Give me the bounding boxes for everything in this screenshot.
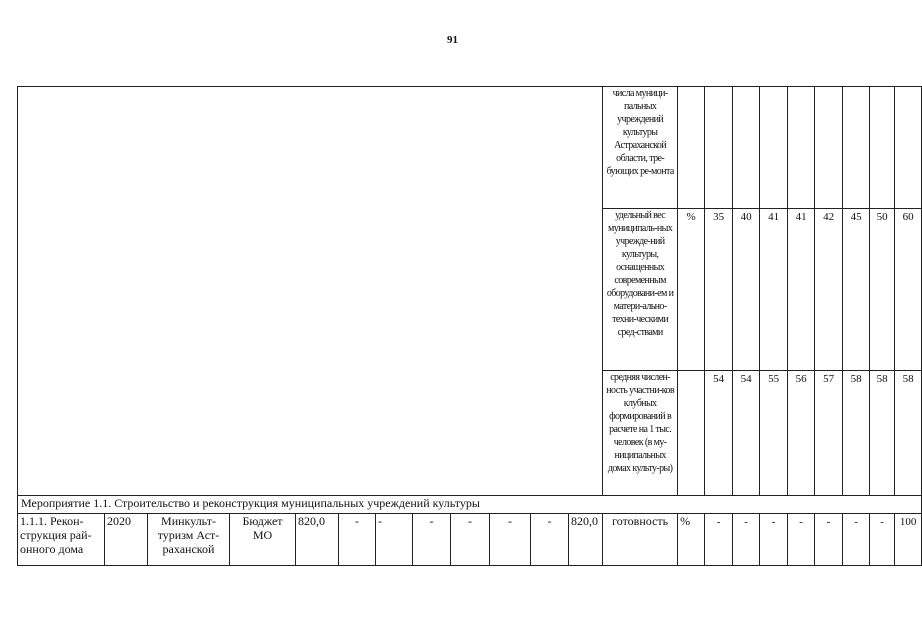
indicator-value: 58 <box>870 371 895 496</box>
measure-value: - <box>870 514 895 566</box>
indicator-name: средняя числен-ность участни-ков клубных формирований в расчете на 1 тыс. человек (в му-ниципальных домах культу-ры) <box>603 371 678 496</box>
indicator-value <box>815 87 843 209</box>
indicator-unit: % <box>678 209 705 371</box>
funding-cell: 820,0 <box>569 514 603 566</box>
measure-value: - <box>760 514 788 566</box>
funding-cell: - <box>490 514 531 566</box>
indicator-value <box>843 87 870 209</box>
measure-value: 100 <box>895 514 922 566</box>
funding-cell: - <box>413 514 451 566</box>
measure-value: - <box>843 514 870 566</box>
funding-cell: - <box>531 514 569 566</box>
measure-name: 1.1.1. Рекон-струкция рай-онного дома <box>18 514 105 566</box>
section-title: Мероприятие 1.1. Строительство и реконструкция муниципальных учреждений культуры <box>18 496 922 514</box>
indicator-unit <box>678 87 705 209</box>
indicator-value <box>788 87 815 209</box>
indicator-value: 56 <box>788 371 815 496</box>
indicator-row <box>18 87 922 209</box>
empty-merged-cell <box>18 87 603 496</box>
indicator-value: 55 <box>760 371 788 496</box>
indicator-value: 41 <box>760 209 788 371</box>
indicator-value: 45 <box>843 209 870 371</box>
measure-value: - <box>705 514 733 566</box>
measure-value: - <box>815 514 843 566</box>
section-row <box>18 496 922 514</box>
indicator-value <box>733 87 760 209</box>
indicator-value: 41 <box>788 209 815 371</box>
measure-year: 2020 <box>105 514 148 566</box>
indicator-value: 42 <box>815 209 843 371</box>
measure-value: - <box>733 514 760 566</box>
indicator-value: 40 <box>733 209 760 371</box>
indicator-value: 58 <box>895 371 922 496</box>
measure-source: Бюджет МО <box>230 514 296 566</box>
page-number: 91 <box>447 34 458 46</box>
indicator-value <box>895 87 922 209</box>
measure-value: - <box>788 514 815 566</box>
program-table <box>17 86 922 566</box>
indicator-name: числа муници-пальных учреждений культуры Астраханской области, тре-бующих ре-монта <box>603 87 678 209</box>
indicator-value: 54 <box>733 371 760 496</box>
indicator-value: 57 <box>815 371 843 496</box>
measure-indicator: готовность <box>603 514 678 566</box>
indicator-name: удельный вес муниципаль-ных учрежде-ний культуры, оснащенных современным оборудовани-ем и матери-ально-техни-ческими сред-ствами <box>603 209 678 371</box>
measure-unit: % <box>678 514 705 566</box>
indicator-value: 54 <box>705 371 733 496</box>
measure-total: 820,0 <box>296 514 339 566</box>
indicator-value: 35 <box>705 209 733 371</box>
indicator-unit <box>678 371 705 496</box>
indicator-value <box>760 87 788 209</box>
funding-cell: - <box>339 514 376 566</box>
indicator-value: 58 <box>843 371 870 496</box>
funding-cell: - <box>376 514 413 566</box>
measure-executor: Минкульт-туризм Аст-раханской <box>148 514 230 566</box>
measure-row <box>18 514 922 566</box>
indicator-value <box>870 87 895 209</box>
indicator-value <box>705 87 733 209</box>
indicator-value: 50 <box>870 209 895 371</box>
indicator-value: 60 <box>895 209 922 371</box>
funding-cell: - <box>451 514 490 566</box>
